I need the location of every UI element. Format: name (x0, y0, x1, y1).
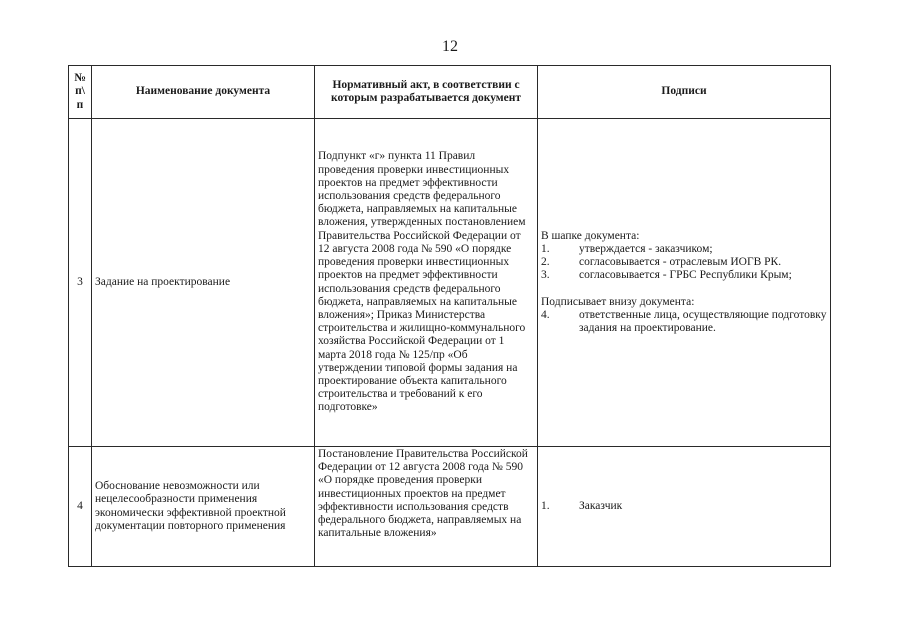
signatures-cell (538, 119, 831, 447)
header-num: № п\ п (69, 66, 92, 119)
signatures-block (541, 230, 827, 335)
item-number: 1. (541, 499, 550, 512)
item-number: 3. (541, 269, 550, 282)
document-name: Задание на проектирование (92, 119, 315, 447)
table-row (69, 119, 831, 447)
item-number: 1. (541, 242, 550, 255)
item-text: утверждается - заказчиком; (579, 242, 713, 255)
sign-list (541, 243, 827, 283)
header-act: Нормативный акт, в соответствии с которым разрабатывается документ (315, 66, 538, 119)
item-text: ответственные лица, осуществляющие подготовку задания на проектирование. (579, 308, 827, 334)
row-number: 3 (69, 119, 92, 447)
sign-list-bottom (541, 309, 827, 335)
list-item (541, 269, 827, 282)
normative-act: Постановление Правительства Российской Федерации от 12 августа 2008 года № 590 «О порядке проведения проверки инвестиционных проектов на предмет эффективности использования средств федерального бюджета, направляемых на капитальные вложения» (315, 447, 538, 567)
documents-table (68, 65, 831, 567)
list-item (541, 243, 827, 256)
header-name: Наименование документа (92, 66, 315, 119)
list-item (541, 309, 827, 335)
page-number: 12 (442, 38, 458, 55)
table-header-row (69, 66, 831, 119)
item-text: Заказчик (579, 499, 623, 512)
table-row (69, 447, 831, 567)
item-number: 4. (541, 308, 550, 321)
document-name: Обоснование невозможности или нецелесообразности применения экономически эффективной проектной документации повторного применения (92, 447, 315, 567)
item-text: согласовывается - ГРБС Республики Крым; (579, 269, 792, 282)
sign-list (541, 500, 827, 513)
list-item (541, 500, 827, 513)
header-signatures: Подписи (538, 66, 831, 119)
sign-header: В шапке документа: (541, 229, 640, 242)
signatures-cell (538, 447, 831, 567)
list-item (541, 256, 827, 269)
item-text: согласовывается - отраслевым ИОГВ РК. (579, 256, 782, 269)
row-number: 4 (69, 447, 92, 567)
sign-footer: Подписывает внизу документа: (541, 295, 695, 308)
item-number: 2. (541, 256, 550, 269)
normative-act: Подпункт «г» пункта 11 Правил проведения проверки инвестиционных проектов на предмет эффективности использования средств федерального бюджета, направляемых на капитальные вложения, утвержденных постановлением Правительства Российской Федерации от 12 августа 2008 года № 590 «О порядке проведения проверки инвестиционных проектов на предмет эффективности использования средств федерального бюджета, направляемых на капитальные вложения»; Приказ Министерства строительства и жилищно-коммунального хозяйства Российской Федерации от 1 марта 2018 года № 125/пр «Об утверждении типовой формы задания на проектирование объекта капитального строительства и требований к его подготовке» (315, 119, 538, 447)
